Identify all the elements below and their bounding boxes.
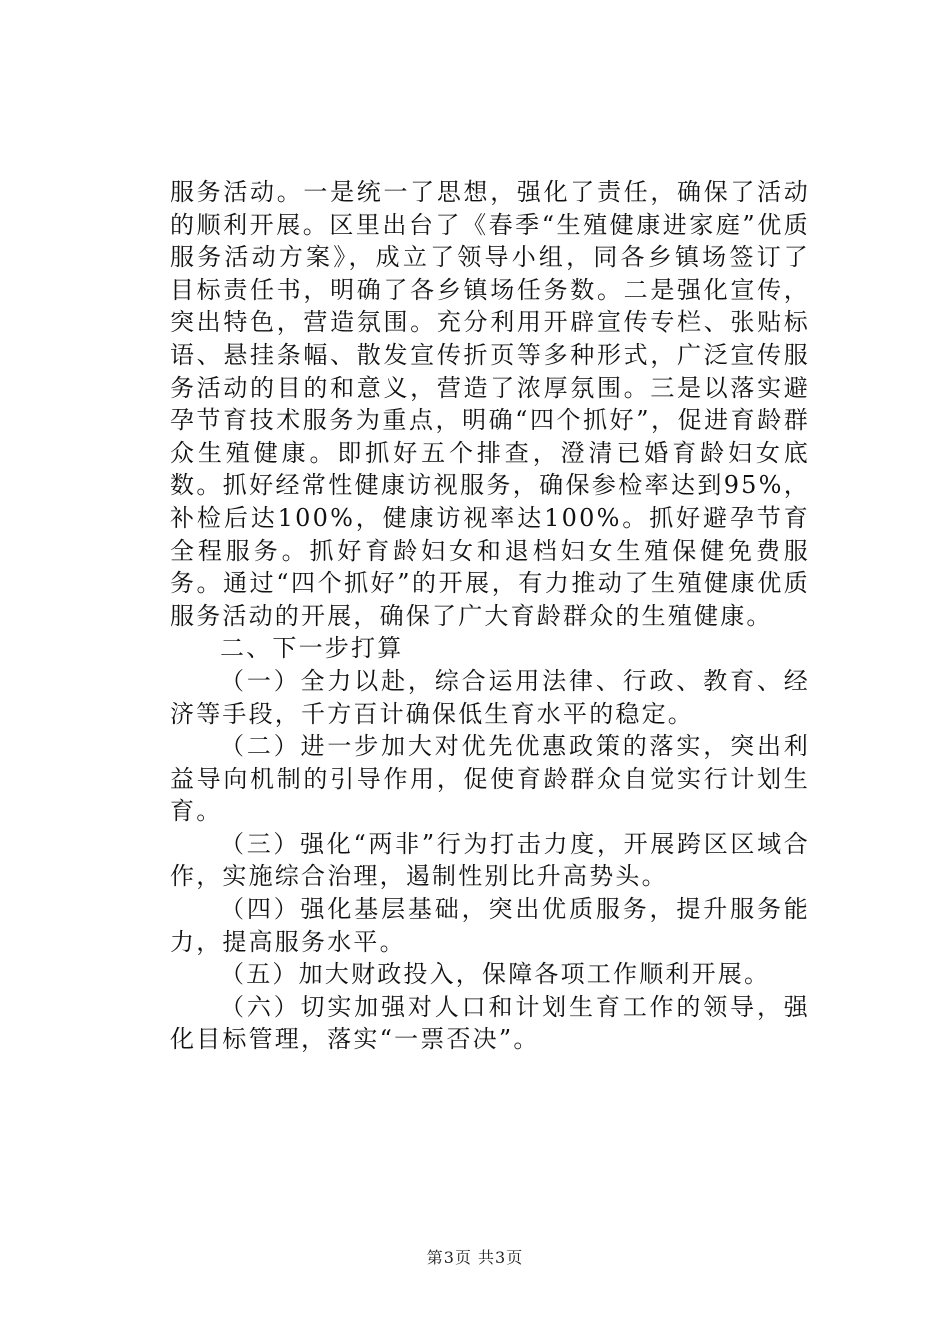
page-number-footer: 第3页 共3页 bbox=[426, 1248, 524, 1267]
plan-item-3: （三）强化“两非”行为打击力度，开展跨区区域合作，实施综合治理，遏制性别比升高势头。 bbox=[170, 829, 810, 891]
plan-item-5: （五）加大财政投入，保障各项工作顺利开展。 bbox=[220, 960, 771, 989]
section-heading: 二、下一步打算 bbox=[220, 634, 404, 663]
plan-item-6: （六）切实加强对人口和计划生育工作的领导，强化目标管理，落实“一票否决”。 bbox=[170, 992, 810, 1054]
intro-paragraph: 服务活动。一是统一了思想，强化了责任，确保了活动的顺利开展。区里出台了《春季“生殖健康进家庭”优质服务活动方案》，成立了领导小组，同各乡镇场签订了目标责任书，明确了各乡镇场任务数。二是强化宣传，突出特色，营造氛围。充分利用开辟宣传专栏、张贴标语、悬挂条幅、散发宣传折页等多种形式，广泛宣传服务活动的目的和意义，营造了浓厚氛围。三是以落实避孕节育技术服务为重点，明确“四个抓好”，促进育龄群众生殖健康。即抓好五个排查，澄清已婚育龄妇女底数。抓好经常性健康访视服务，确保参检率达到95%，补检后达100%，健康访视率达100%。抓好避孕节育全程服务。抓好育龄妇女和退档妇女生殖保健免费服务。通过“四个抓好”的开展，有力推动了生殖健康优质服务活动的开展，确保了广大育龄群众的生殖健康。 bbox=[170, 178, 810, 630]
plan-item-2: （二）进一步加大对优先优惠政策的落实，突出利益导向机制的引导作用，促使育龄群众自觉实行计划生育。 bbox=[170, 732, 810, 826]
plan-item-1: （一）全力以赴，综合运用法律、行政、教育、经济等手段，千方百计确保低生育水平的稳定。 bbox=[170, 666, 810, 728]
plan-item-4: （四）强化基层基础，突出优质服务，提升服务能力，提高服务水平。 bbox=[170, 895, 810, 956]
document-body bbox=[170, 176, 810, 1056]
